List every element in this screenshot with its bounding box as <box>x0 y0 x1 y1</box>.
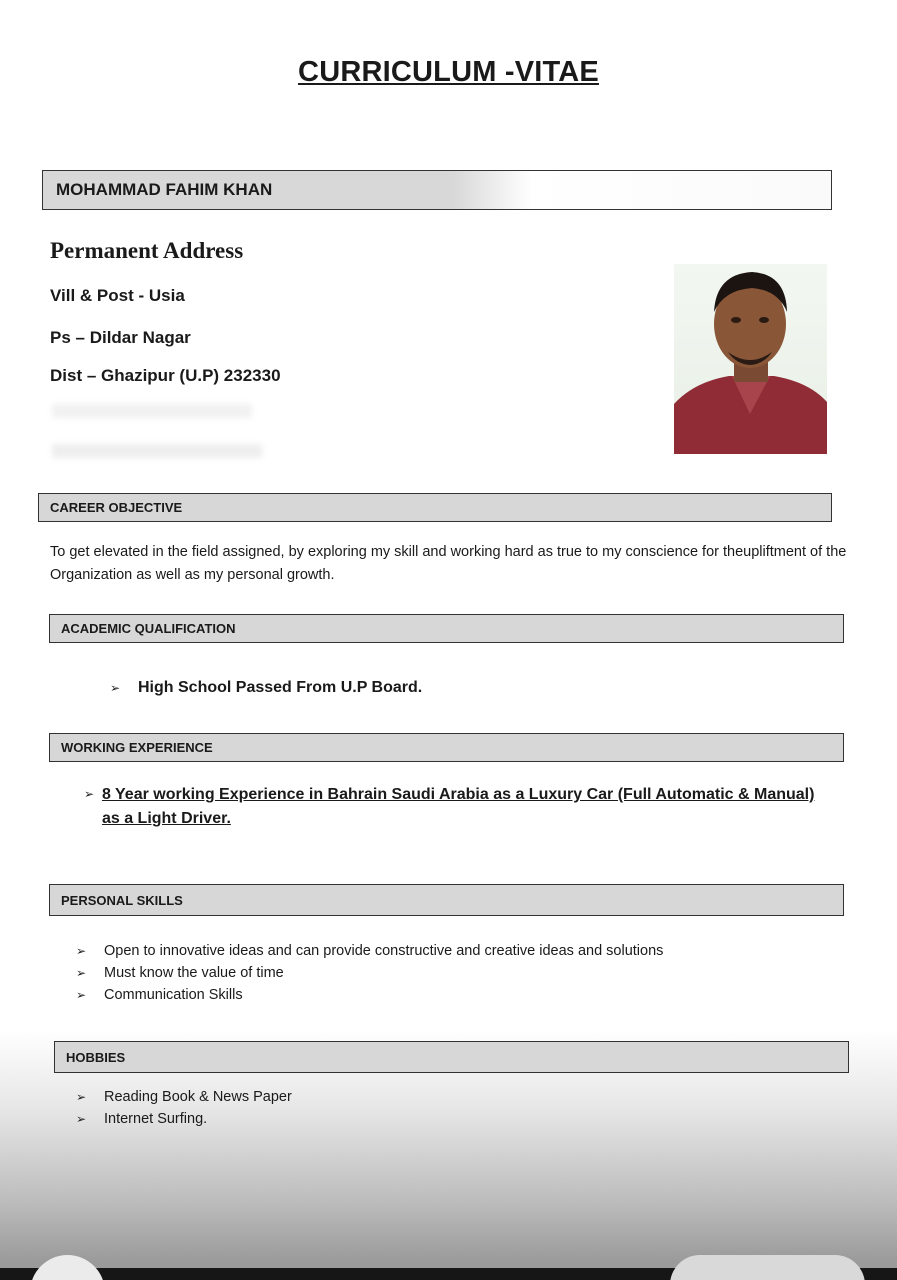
portrait-illustration <box>674 264 827 454</box>
academic-item: High School Passed From U.P Board. <box>138 679 423 696</box>
section-header-academic: ACADEMIC QUALIFICATION <box>49 614 844 643</box>
section-header-personal-skills: PERSONAL SKILLS <box>49 884 844 916</box>
arrow-bullet-icon: ➢ <box>76 1090 87 1104</box>
redacted-contact-line <box>52 404 252 418</box>
overlay-pill-button[interactable] <box>670 1255 865 1280</box>
address-line-village: Vill & Post - Usia <box>50 286 185 305</box>
hobbies-list <box>76 1086 292 1130</box>
skill-item: Must know the value of time <box>104 965 284 981</box>
list-item <box>76 1086 292 1108</box>
address-heading: Permanent Address <box>50 238 244 263</box>
hobby-item: Reading Book & News Paper <box>104 1089 292 1105</box>
list-item <box>84 783 824 831</box>
skill-item: Communication Skills <box>104 987 243 1003</box>
list-item <box>110 677 422 699</box>
address-line-police-station: Ps – Dildar Nagar <box>50 328 191 347</box>
overlay-circle-button[interactable] <box>30 1255 105 1280</box>
working-experience-item: 8 Year working Experience in Bahrain Saudi Arabia as a Luxury Car (Full Automatic & Manual) as a Light Driver. <box>101 786 815 827</box>
candidate-name: MOHAMMAD FAHIM KHAN <box>56 180 273 199</box>
career-objective-text: To get elevated in the field assigned, by exploring my skill and working hard as true to my conscience for theupliftment of the Organization as well as my personal growth. <box>50 544 847 583</box>
list-item <box>76 940 663 962</box>
arrow-bullet-icon: ➢ <box>76 988 87 1002</box>
personal-skills-list <box>76 940 663 1006</box>
arrow-bullet-icon: ➢ <box>84 787 95 801</box>
list-item <box>76 1108 292 1130</box>
redacted-contact-line <box>52 444 262 458</box>
address-line-district: Dist – Ghazipur (U.P) 232330 <box>50 366 281 385</box>
section-header-hobbies: HOBBIES <box>54 1041 849 1073</box>
arrow-bullet-icon: ➢ <box>76 1112 87 1126</box>
arrow-bullet-icon: ➢ <box>76 966 87 980</box>
page-title: CURRICULUM -VITAE <box>298 56 599 88</box>
profile-photo <box>674 264 827 454</box>
arrow-bullet-icon: ➢ <box>76 944 87 958</box>
skill-item: Open to innovative ideas and can provide constructive and creative ideas and solutions <box>104 943 664 959</box>
arrow-bullet-icon: ➢ <box>110 681 121 695</box>
section-header-career-objective: CAREER OBJECTIVE <box>38 493 832 522</box>
list-item <box>76 962 663 984</box>
section-header-working-experience: WORKING EXPERIENCE <box>49 733 844 762</box>
hobby-item: Internet Surfing. <box>104 1111 208 1127</box>
list-item <box>76 984 663 1006</box>
